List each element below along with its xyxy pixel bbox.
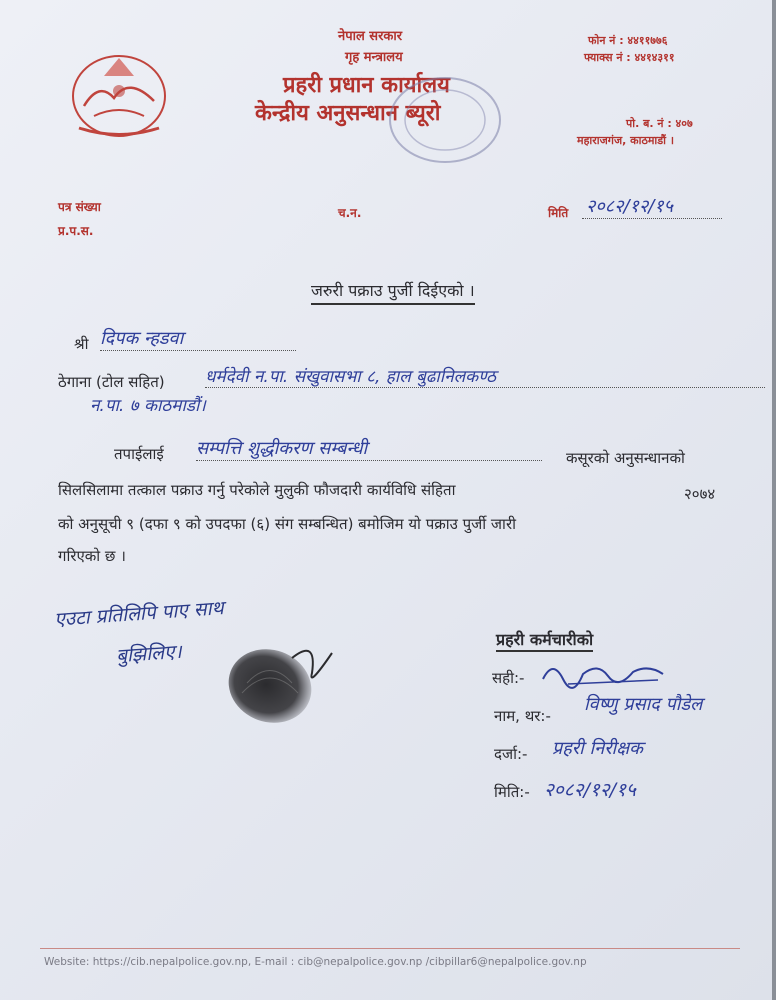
date-value: २०८२/१२/१५	[586, 196, 674, 217]
office-address: महाराजगंज, काठमाडौं ।	[577, 134, 674, 147]
pra-pa-sa-label: प्र.प.स.	[58, 224, 94, 238]
officer-signature-icon	[538, 654, 668, 694]
body-line-3: को अनुसूची ९ (दफा ९ को उपदफा (६) संग सम्बन्धित) बमोजिम यो पक्राउ पुर्जी जारी	[58, 515, 516, 533]
gov-name: नेपाल सरकार	[338, 29, 403, 44]
date-label: मिति	[548, 206, 569, 220]
ministry-name: गृह मन्त्रालय	[345, 50, 403, 65]
name-label: नाम, थर:-	[494, 707, 551, 725]
tapai-label: तपाईलाई	[114, 445, 164, 463]
po-box: पो. ब. नं : ४०७	[626, 117, 693, 130]
shri-label: श्री	[74, 335, 89, 353]
body-line-2: सिलसिलामा तत्काल पक्राउ गर्नु परेकोले मुलुकी फौजदारी कार्यविधि संहिता	[58, 481, 456, 499]
dispatch-number-label: च.न.	[338, 206, 362, 220]
officer-name: विष्णु प्रसाद पौडेल	[584, 694, 703, 715]
body-line-4: गरिएको छ ।	[58, 547, 126, 565]
letter-number-label: पत्र संख्या	[58, 200, 101, 214]
officer-rank: प्रहरी निरीक्षक	[552, 738, 643, 759]
offense-field: सम्पत्ति शुद्धीकरण सम्बन्धी	[196, 436, 542, 461]
handwritten-note-line-1: एउटा प्रतिलिपि पाए साथ	[53, 597, 225, 631]
address-label: ठेगाना (टोल सहित)	[58, 373, 165, 391]
handwritten-note-line-2: बुझिलिए।	[115, 640, 183, 668]
body-line-1-rest: कसूरको अनुसन्धानको	[566, 449, 685, 467]
body-line-2-year: २०७४	[684, 485, 716, 503]
footer-divider	[40, 948, 740, 949]
bureau-name: केन्द्रीय अनुसन्धान ब्यूरो	[255, 101, 441, 126]
office-name: प्रहरी प्रधान कार्यालय	[283, 73, 450, 98]
office-stamp-icon	[385, 70, 505, 170]
nepal-emblem-icon	[64, 46, 174, 141]
footer-contact: Website: https://cib.nepalpolice.gov.np, E-mail : cib@nepalpolice.gov.np /cibpillar6@nepalpolice.gov.np	[44, 956, 587, 968]
officer-date-label: मिति:-	[494, 783, 530, 801]
thumbprint-icon	[222, 628, 352, 738]
phone-number: फोन नं : ४४११७७६	[588, 34, 668, 47]
officer-heading: प्रहरी कर्मचारीको	[496, 628, 593, 652]
document-title: जरुरी पक्राउ पुर्जी दिईएको ।	[311, 279, 475, 305]
date-underline	[582, 218, 722, 219]
recipient-name: दिपक न्हडवा	[100, 326, 296, 351]
rank-label: दर्जा:-	[494, 745, 528, 763]
fax-number: फ्याक्स नं : ४४१४३११	[584, 51, 675, 64]
address-line-1: धर्मदेवी न.पा. संखुवासभा ८, हाल बुढानिलकण्ठ	[205, 364, 765, 388]
address-line-2: न.पा. ७ काठमाडौं।	[90, 396, 206, 416]
officer-date: २०८२/१२/१५	[544, 779, 636, 801]
signature-label: सही:-	[492, 669, 525, 687]
